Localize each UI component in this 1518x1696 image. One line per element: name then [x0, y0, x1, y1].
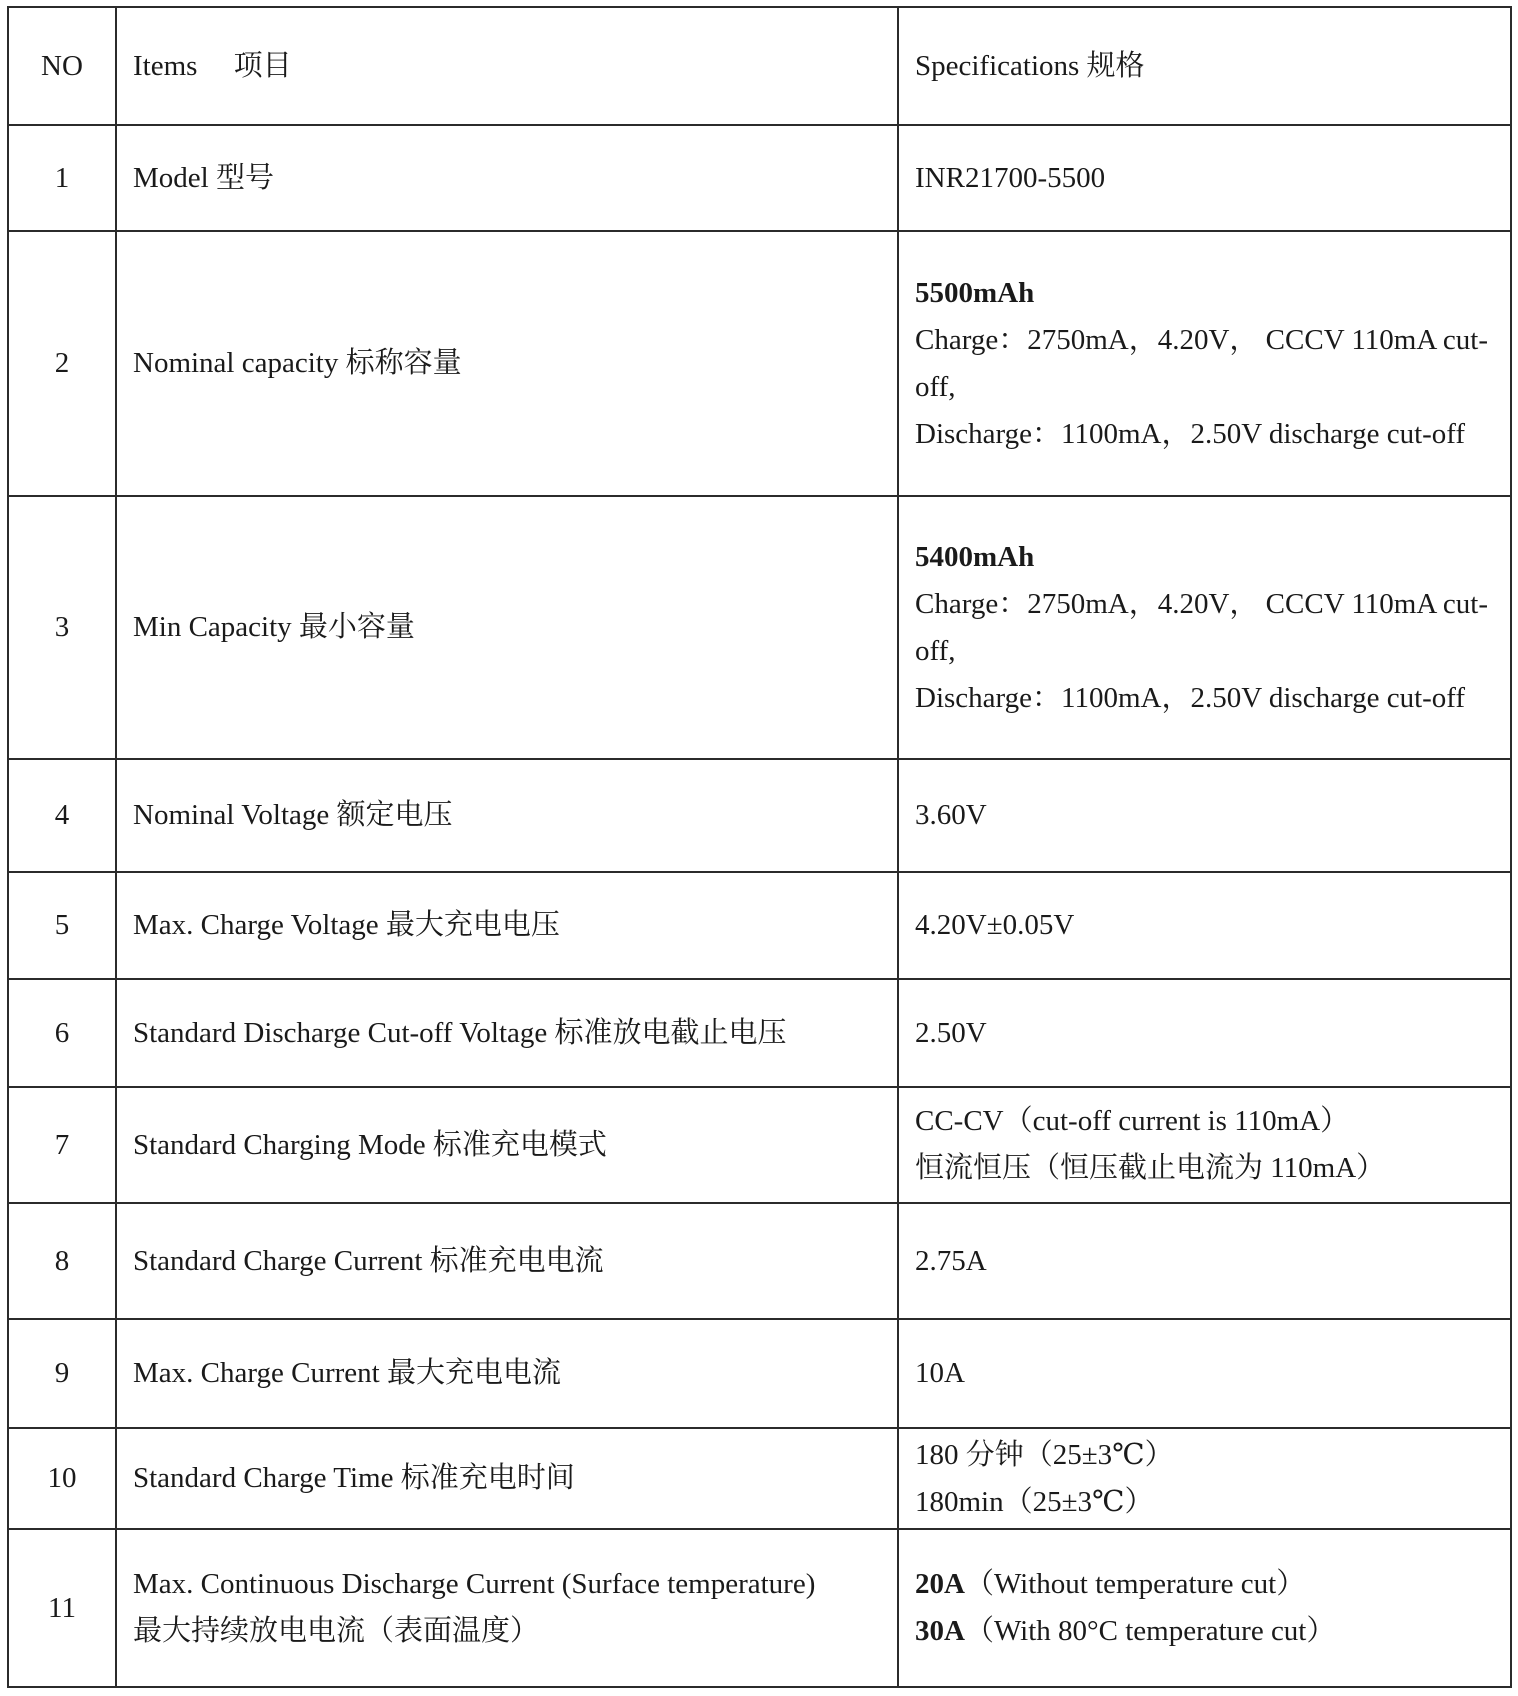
row-number: 10 — [8, 1428, 116, 1529]
specification-cell — [898, 1203, 1511, 1319]
row-number: 9 — [8, 1319, 116, 1428]
specification-value: Charge：2750mA，4.20V， CCCV 110mA cut-off, — [915, 323, 1489, 403]
table-row — [8, 496, 1511, 759]
table-row — [8, 1529, 1511, 1687]
item-label: 最大持续放电电流（表面温度） — [133, 1615, 540, 1647]
specification-value: Discharge：1100mA，2.50V discharge cut-off — [915, 681, 1466, 714]
specification-cell — [898, 1319, 1511, 1428]
specification-value: INR21700-5500 — [915, 161, 1106, 194]
specification-value: 2.75A — [915, 1244, 987, 1277]
specification-current: 30A — [915, 1615, 965, 1647]
specification-cell — [898, 1529, 1511, 1687]
specification-value: 5400mAh — [915, 540, 1035, 573]
item-label: Standard Discharge Cut-off Voltage 标准放电截止电压 — [133, 1016, 787, 1049]
item-label: Nominal capacity 标称容量 — [133, 347, 462, 379]
item-cell — [116, 1087, 898, 1203]
item-label: Standard Charge Current 标准充电电流 — [133, 1244, 604, 1277]
specification-value: 180min（25±3℃） — [915, 1485, 1154, 1518]
row-number: 1 — [8, 125, 116, 231]
specification-table — [7, 6, 1512, 1688]
table-row — [8, 1428, 1511, 1529]
item-cell — [116, 759, 898, 872]
item-cell — [116, 979, 898, 1087]
specification-cell — [898, 1428, 1511, 1529]
item-label: Min Capacity 最小容量 — [133, 611, 415, 643]
item-label: Max. Charge Voltage 最大充电电压 — [133, 909, 560, 941]
specification-value — [915, 1561, 1494, 1608]
specification-value: 3.60V — [915, 799, 987, 831]
header-specifications: Specifications 规格 — [898, 7, 1511, 125]
specification-cell — [898, 496, 1511, 759]
specification-note: （Without temperature cut） — [964, 1568, 1306, 1600]
item-cell — [116, 1203, 898, 1319]
specification-cell — [898, 231, 1511, 496]
specification-cell — [898, 872, 1511, 979]
specification-current: 20A — [915, 1568, 965, 1600]
table-header-row — [8, 7, 1511, 125]
specification-value: 180 分钟（25±3℃） — [915, 1438, 1174, 1471]
specification-value: 4.20V±0.05V — [915, 909, 1075, 941]
item-label: Standard Charging Mode 标准充电模式 — [133, 1128, 607, 1161]
specification-value: CC-CV（cut-off current is 110mA） — [915, 1105, 1350, 1137]
item-label: Max. Charge Current 最大充电电流 — [133, 1357, 561, 1389]
item-label: Max. Continuous Discharge Current (Surface temperature) — [133, 1568, 816, 1600]
table-row — [8, 1203, 1511, 1319]
item-cell — [116, 1529, 898, 1687]
item-cell — [116, 1428, 898, 1529]
specification-cell — [898, 979, 1511, 1087]
specification-cell — [898, 1087, 1511, 1203]
table-row — [8, 1319, 1511, 1428]
item-cell — [116, 872, 898, 979]
table-row — [8, 872, 1511, 979]
item-cell — [116, 125, 898, 231]
specification-value: 恒流恒压（恒压截止电流为 110mA） — [915, 1152, 1386, 1184]
table-row — [8, 1087, 1511, 1203]
row-number: 3 — [8, 496, 116, 759]
row-number: 5 — [8, 872, 116, 979]
row-number: 2 — [8, 231, 116, 496]
specification-cell — [898, 759, 1511, 872]
item-label: Model 型号 — [133, 161, 274, 194]
table-row — [8, 759, 1511, 872]
item-cell — [116, 496, 898, 759]
header-no: NO — [8, 7, 116, 125]
row-number: 7 — [8, 1087, 116, 1203]
table-row — [8, 979, 1511, 1087]
header-items: Items 项目 — [116, 7, 898, 125]
table-row — [8, 231, 1511, 496]
specification-value — [915, 1608, 1494, 1655]
row-number: 6 — [8, 979, 116, 1087]
specification-value: 5500mAh — [915, 276, 1035, 309]
specification-value: Charge：2750mA，4.20V， CCCV 110mA cut-off, — [915, 587, 1489, 667]
row-number: 4 — [8, 759, 116, 872]
specification-cell — [898, 125, 1511, 231]
item-cell — [116, 1319, 898, 1428]
specification-note: （With 80°C temperature cut） — [964, 1615, 1336, 1647]
specification-value: 10A — [915, 1357, 965, 1389]
specification-value: 2.50V — [915, 1016, 987, 1049]
item-label: Standard Charge Time 标准充电时间 — [133, 1462, 575, 1494]
row-number: 8 — [8, 1203, 116, 1319]
table-row — [8, 125, 1511, 231]
item-cell — [116, 231, 898, 496]
specification-value: Discharge：1100mA，2.50V discharge cut-off — [915, 417, 1466, 450]
row-number: 11 — [8, 1529, 116, 1687]
item-label: Nominal Voltage 额定电压 — [133, 799, 453, 831]
